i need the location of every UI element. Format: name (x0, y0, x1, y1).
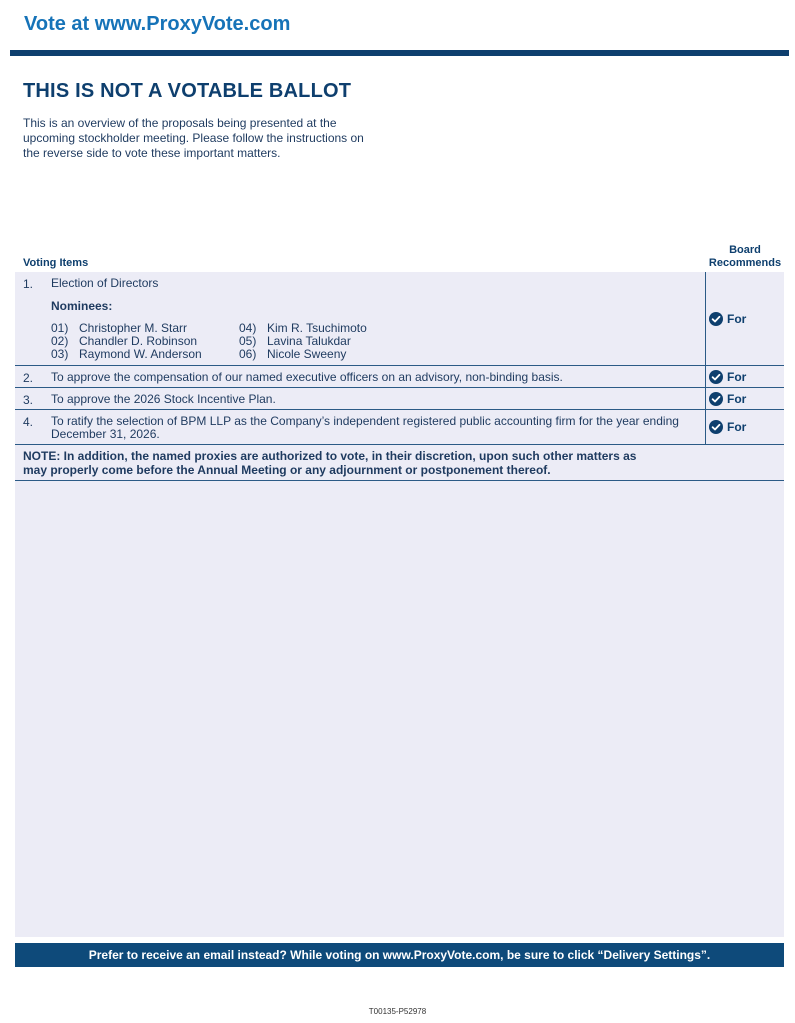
nominee-number: 02) (51, 334, 69, 348)
recommendation-label: For (727, 392, 747, 406)
nominee-number: 05) (239, 334, 257, 348)
voting-item-row (15, 366, 784, 388)
board-recommendation (709, 312, 746, 326)
item-number: 1. (23, 277, 34, 291)
recommendation-label: For (727, 420, 747, 434)
nominee-number: 03) (51, 347, 69, 361)
item-number: 4. (23, 415, 34, 429)
nominees-label: Nominees: (51, 299, 113, 313)
header-divider (10, 50, 789, 56)
note-text (23, 449, 713, 477)
intro-line: upcoming stockholder meeting. Please follow the instructions on (23, 131, 364, 145)
nominee-number: 04) (239, 321, 257, 335)
item-text: Election of Directors (51, 276, 159, 290)
intro-line: the reverse side to vote these important matters. (23, 146, 281, 160)
board-recommendation (709, 392, 746, 406)
check-circle-icon (709, 420, 723, 434)
board-recommendation (709, 420, 746, 434)
recommendation-label: For (727, 370, 747, 384)
nominee (51, 348, 202, 361)
board-header-line: Recommends (708, 257, 782, 269)
nominee-name: Lavina Talukdar (267, 334, 351, 348)
item-number: 2. (23, 371, 34, 385)
nominee-name: Kim R. Tsuchimoto (267, 321, 367, 335)
board-header-line: Board (729, 244, 761, 256)
item-number: 3. (23, 393, 34, 407)
page-header-title: Vote at www.ProxyVote.com (24, 13, 291, 35)
nominee-name: Nicole Sweeny (267, 347, 347, 361)
voting-item-row (15, 388, 784, 410)
column-divider (705, 366, 706, 387)
nominee (239, 348, 346, 361)
column-divider (705, 388, 706, 409)
nominee-number: 01) (51, 321, 69, 335)
note-line: may properly come before the Annual Meeting or any adjournment or postponement thereof. (23, 463, 551, 477)
check-circle-icon (709, 312, 723, 326)
voting-items-header: Voting Items (23, 257, 89, 269)
nominee-name: Chandler D. Robinson (79, 334, 198, 348)
check-circle-icon (709, 392, 723, 406)
item-text-line: December 31, 2026. (51, 427, 160, 441)
item-text: To approve the compensation of our named executive officers on an advisory, non-binding basis. (51, 370, 563, 384)
delivery-settings-banner (15, 943, 784, 967)
note-line: NOTE: In addition, the named proxies are authorized to vote, in their discretion, upon such other matters as (23, 449, 637, 463)
note-divider (15, 480, 784, 481)
banner-text: Prefer to receive an email instead? While voting on www.ProxyVote.com, be sure to click “Delivery Settings”. (88, 948, 711, 962)
document-code: T00135-P52978 (368, 1007, 427, 1016)
recommendation-label: For (727, 312, 747, 326)
nominee-number: 06) (239, 347, 257, 361)
voting-item-row (15, 410, 784, 445)
board-recommends-header (705, 244, 785, 270)
board-recommendation (709, 370, 746, 384)
column-divider (705, 272, 706, 365)
item-text-line: To ratify the selection of BPM LLP as the Company’s independent registered public accounting firm for the year ending (51, 414, 679, 428)
intro-line: This is an overview of the proposals being presented at the (23, 116, 337, 130)
nominee-name: Raymond W. Anderson (79, 347, 202, 361)
item-text: To approve the 2026 Stock Incentive Plan. (51, 392, 276, 406)
check-circle-icon (709, 370, 723, 384)
item-text (51, 415, 701, 441)
nominee-name: Christopher M. Starr (79, 321, 188, 335)
column-divider (705, 410, 706, 444)
voting-item-row (15, 272, 784, 366)
page-title: THIS IS NOT A VOTABLE BALLOT (23, 80, 352, 102)
intro-text (23, 116, 403, 161)
